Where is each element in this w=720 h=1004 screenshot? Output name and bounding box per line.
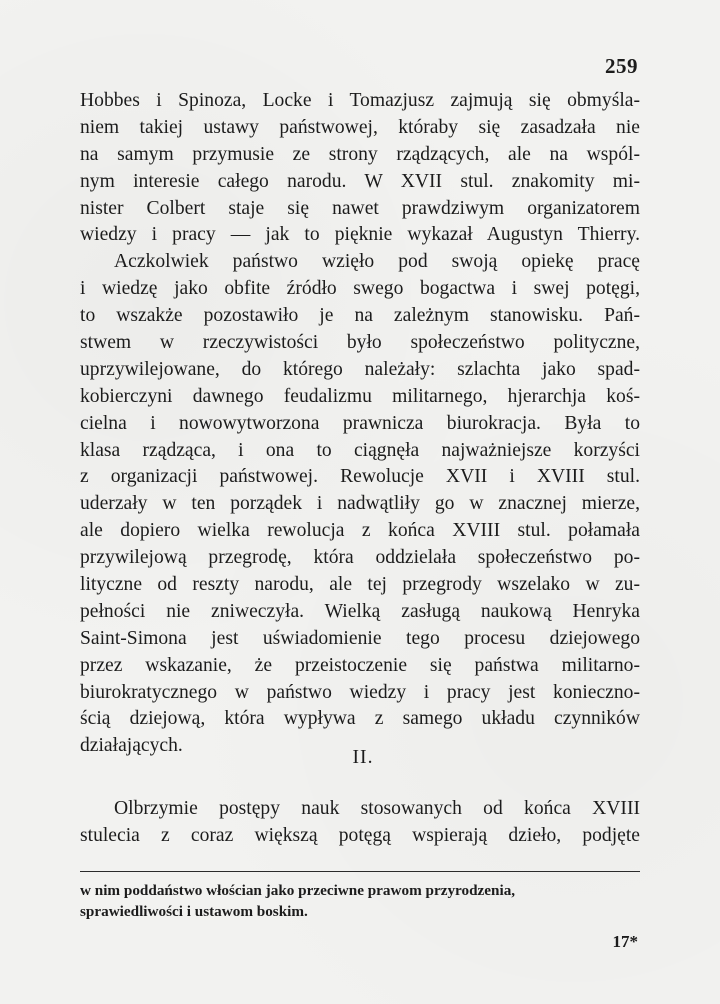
- text-line: działających.: [80, 735, 183, 757]
- text-line: uprzywilejowane, do którego należały: szlachta jako spad-: [80, 358, 640, 380]
- text-line: przez wskazanie, że przeistoczenie się państwa militarno-: [80, 654, 640, 676]
- text-line: kobierczyni dawnego feudalizmu militarnego, hjerarchja koś-: [80, 385, 640, 407]
- page-number: 259: [605, 54, 638, 78]
- footnote-line: sprawiedliwości i ustawom boskim.: [80, 903, 308, 920]
- footnote: [80, 880, 640, 922]
- footnote-line: w nim poddaństwo włościan jako przeciwne prawom przyrodzenia,: [80, 882, 516, 899]
- text-line: Aczkolwiek państwo wzięło pod swoją opiekę pracę: [114, 251, 640, 273]
- text-line: na samym przymusie ze strony rządzących, ale na wspól-: [80, 143, 640, 165]
- text-line: wiedzy i pracy — jak to pięknie wykazał Augustyn Thierry.: [80, 224, 640, 246]
- text-line: nister Colbert staje się nawet prawdziwym organizatorem: [80, 197, 640, 219]
- printer-signature-mark: 17*: [612, 932, 638, 951]
- text-line: pełności nie zniweczyła. Wielką zasługą naukową Henryka: [80, 600, 640, 622]
- text-line: z organizacji państwowej. Rewolucje XVII i XVIII stul.: [80, 466, 640, 488]
- text-line: uderzały w ten porządek i nadwątliły go w znacznej mierze,: [80, 493, 640, 515]
- text-line: stulecia z coraz większą potęgą wspierają dzieło, podjęte: [80, 824, 640, 846]
- text-line: cielna i nowowytworzona prawnicza biurokracja. Była to: [80, 412, 640, 434]
- text-line: nym interesie całego narodu. W XVII stul. znakomity mi-: [80, 170, 640, 192]
- text-line: i wiedzę jako obfite źródło swego bogactwa i swej potęgi,: [80, 278, 640, 300]
- text-line: Saint-Simona jest uświadomienie tego procesu dziejowego: [80, 627, 640, 649]
- text-line: stwem w rzeczywistości było społeczeństwo polityczne,: [80, 332, 640, 354]
- main-text-block: [80, 88, 640, 760]
- footnote-divider: [80, 871, 640, 872]
- text-line: to wszakże pozostawiło je na zależnym stanowisku. Pań-: [80, 305, 640, 327]
- text-line: biurokratycznego w państwo wiedzy i pracy jest konieczno-: [80, 681, 640, 703]
- text-line: niem takiej ustawy państwowej, któraby się zasadzała nie: [80, 116, 640, 138]
- text-line: lityczne od reszty narodu, ale tej przegrody wszelako w zu-: [80, 574, 640, 596]
- text-line: Hobbes i Spinoza, Locke i Tomazjusz zajmują się obmyśla-: [80, 90, 640, 111]
- text-line: Olbrzymie postępy nauk stosowanych od końca XVIII: [114, 798, 640, 819]
- text-line: ścią dziejową, która wypływa z samego układu czynników: [80, 708, 640, 730]
- text-line: ale dopiero wielka rewolucja z końca XVIII stul. połamała: [80, 520, 640, 542]
- section-heading: [0, 747, 720, 769]
- text-line: przywilejową przegrodę, która oddzielała społeczeństwo po-: [80, 547, 640, 569]
- text-line: klasa rządząca, i ona to ciągnęła najważniejsze korzyści: [80, 439, 640, 461]
- section-heading-label: II.: [352, 747, 374, 768]
- section-text-block: [80, 796, 640, 850]
